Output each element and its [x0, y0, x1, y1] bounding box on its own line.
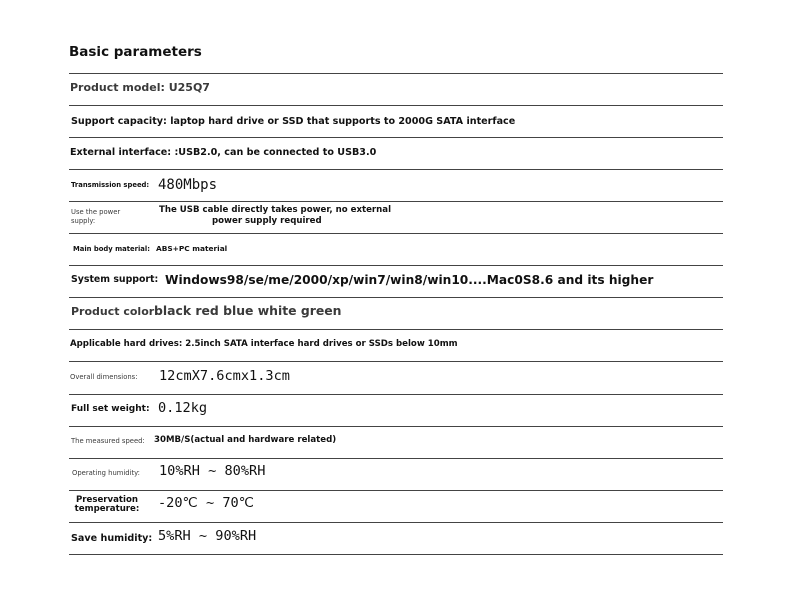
preservation-temperature-label-line1: Preservation: [75, 495, 139, 505]
preservation-temperature-label-line2: temperature:: [74, 504, 140, 514]
operating-humidity-label: Operating humidity:: [72, 469, 140, 477]
measured-speed-label: The measured speed:: [71, 437, 145, 445]
save-humidity-value: 5%RH ~ 90%RH: [158, 528, 257, 544]
divider: [69, 105, 723, 106]
divider: [69, 361, 723, 362]
divider: [69, 329, 723, 330]
power-supply-value-line1: The USB cable directly takes power, no external: [159, 205, 392, 215]
overall-dimensions-label: Overall dimensions:: [70, 373, 138, 381]
divider: [69, 233, 723, 234]
divider: [69, 265, 723, 266]
power-supply-label-line2: supply:: [71, 217, 96, 225]
transmission-speed-value: 480Mbps: [158, 177, 218, 193]
transmission-speed-label: Transmission speed:: [71, 181, 150, 189]
divider: [69, 522, 723, 523]
save-humidity-label: Save humidity:: [71, 533, 153, 544]
full-set-weight-label: Full set weight:: [71, 404, 150, 414]
divider: [69, 297, 723, 298]
product-color-value: black red blue white green: [154, 303, 342, 318]
measured-speed-value: 30MB/S(actual and hardware related): [154, 435, 337, 445]
page-title: Basic parameters: [69, 44, 202, 60]
divider: [69, 394, 723, 395]
operating-humidity-value: 10%RH ~ 80%RH: [159, 463, 266, 479]
preservation-temperature-value: -20℃ ~ 70℃: [158, 495, 255, 511]
system-support-value: Windows98/se/me/2000/xp/win7/win8/win10....Mac0S8.6 and its higher: [165, 273, 654, 287]
applicable-hard-drives: Applicable hard drives: 2.5inch SATA interface hard drives or SSDs below 10mm: [70, 339, 458, 349]
divider: [69, 137, 723, 138]
power-supply-label-line1: Use the power: [71, 208, 121, 216]
support-capacity: Support capacity: laptop hard drive or SSD that supports to 2000G SATA interface: [71, 116, 516, 127]
divider: [69, 201, 723, 202]
product-model: Product model: U25Q7: [70, 81, 210, 94]
divider: [69, 169, 723, 170]
divider: [69, 73, 723, 74]
power-supply-value-line2: power supply required: [212, 216, 322, 226]
overall-dimensions-value: 12cmX7.6cmx1.3cm: [159, 368, 290, 384]
main-body-material-label: Main body material:: [73, 245, 150, 253]
main-body-material-value: ABS+PC material: [156, 244, 228, 253]
divider: [69, 426, 723, 427]
external-interface: External interface: :USB2.0, can be connected to USB3.0: [70, 147, 377, 158]
full-set-weight-value: 0.12kg: [158, 400, 208, 416]
divider: [69, 458, 723, 459]
product-color-label: Product color:: [71, 305, 159, 318]
system-support-label: System support:: [71, 274, 159, 285]
divider: [69, 490, 723, 491]
divider: [69, 554, 723, 555]
